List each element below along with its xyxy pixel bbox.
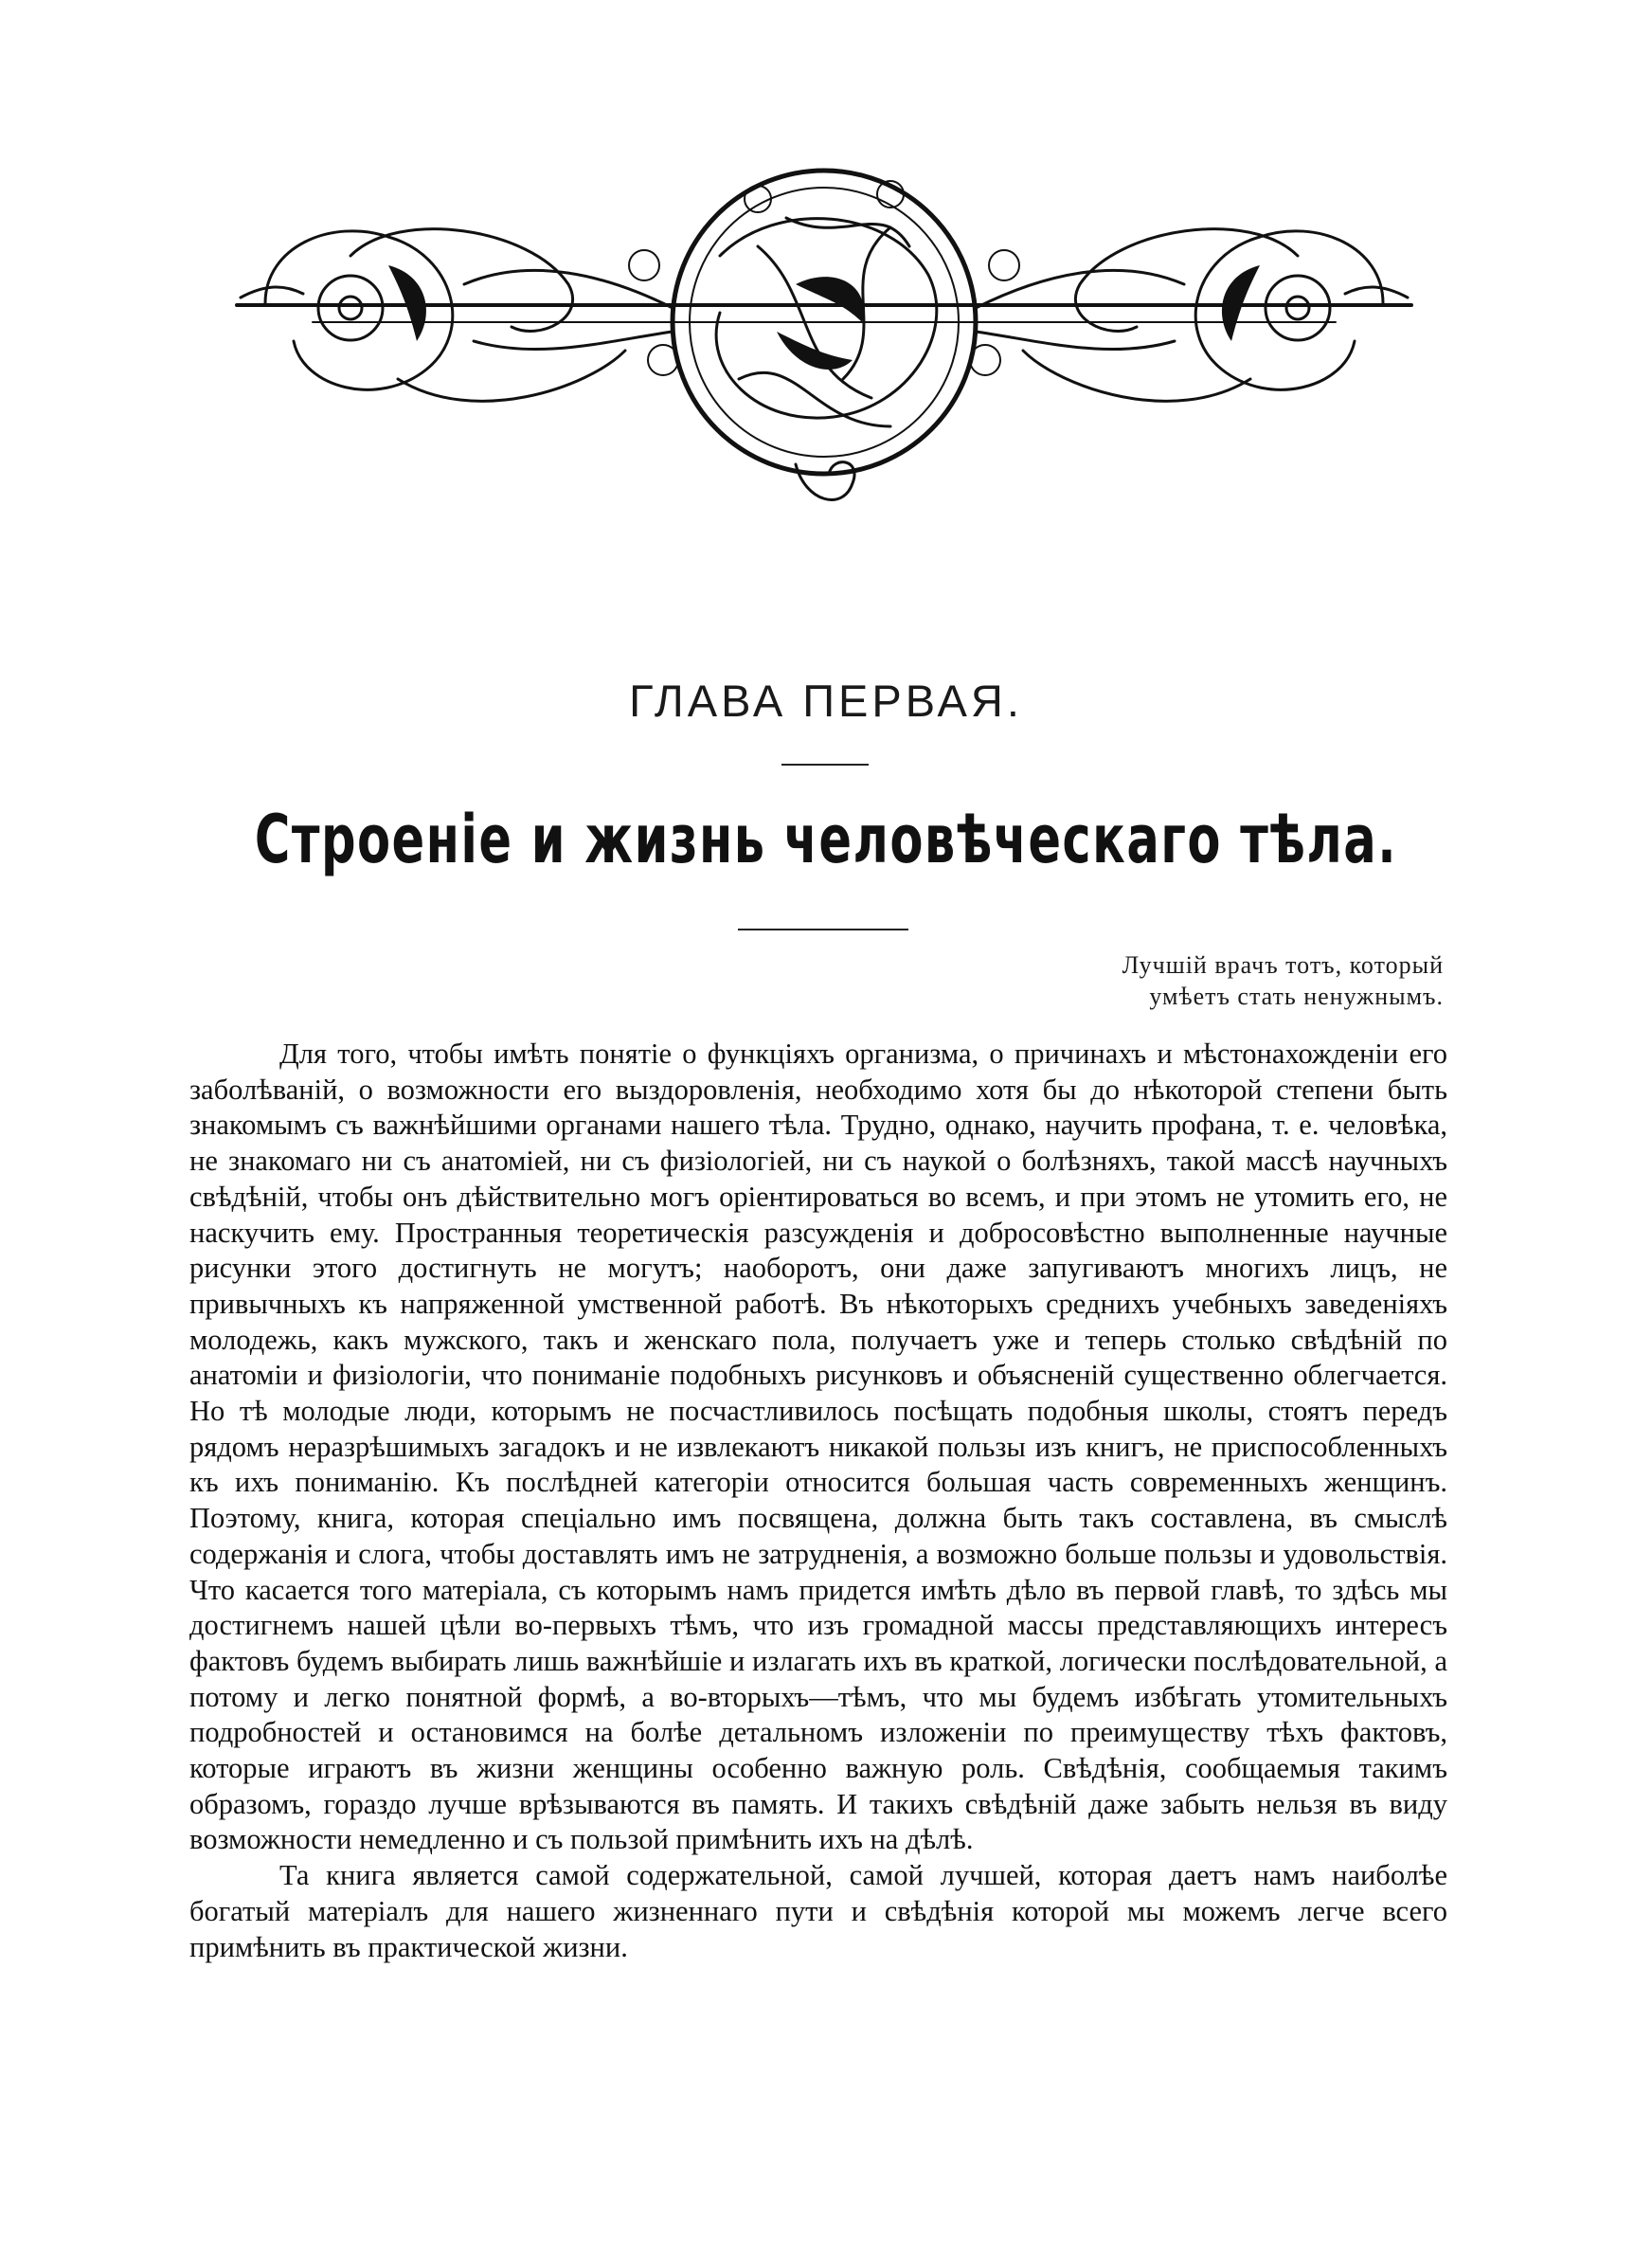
divider-short (781, 764, 869, 766)
art-nouveau-ornamental-headpiece-icon (227, 142, 1421, 540)
body-text (189, 1037, 1447, 1965)
chapter-title: Строеніе и жизнь человѣческаго тѣла. (254, 801, 1398, 878)
divider-long (738, 929, 908, 930)
epigraph (995, 949, 1444, 1012)
epigraph-line-1: Лучшій врачъ тотъ, который (1122, 951, 1444, 979)
epigraph-line-2: умѣетъ стать ненужнымъ. (1149, 983, 1444, 1010)
paragraph-1: Для того, чтобы имѣть понятіе о функціяхъ организма, о причинахъ и мѣстонахожденіи его заболѣваній, о возможности его выздоровленія, необходимо хотя бы до нѣкоторой степени быть знакомымъ съ важнѣйшими органами нашего тѣла. Трудно, однако, научить профана, т. е. человѣка, не знакомаго ни съ анатоміей, ни съ физіологіей, ни съ наукой о болѣзняхъ, такой массѣ научныхъ свѣдѣній, чтобы онъ дѣйствительно могъ оріентироваться во всемъ, и при этомъ не утомить его, не наскучить ему. Пространныя теоретическія разсужденія и добросовѣстно выполненные научные рисунки этого достигнуть не могутъ; наоборотъ, они даже запугиваютъ многихъ лицъ, не привычныхъ къ напряженной умственной работѣ. Въ нѣкоторыхъ среднихъ учебныхъ заведеніяхъ молодежь, какъ мужского, такъ и женскаго пола, получаетъ уже и теперь столько свѣдѣній по анатоміи и физіологіи, что пониманіе подобныхъ рисунковъ и объясненій существенно облегчается. Но тѣ молодые люди, которымъ не посчастливилось посѣщать подобныя школы, стоятъ передъ рядомъ неразрѣшимыхъ загадокъ и не извлекаютъ никакой пользы изъ книгъ, не приспособленныхъ къ ихъ пониманію. Къ послѣдней категоріи относится большая часть современныхъ женщинъ. Поэтому, книга, которая спеціально имъ посвящена, должна быть такъ составлена, въ смыслѣ содержанія и слога, чтобы доставлять имъ не затрудненія, а возможно больше пользы и удовольствія. Что касается того матеріала, съ которымъ намъ придется имѣть дѣло въ первой главѣ, то здѣсь мы достигнемъ нашей цѣли во-первыхъ тѣмъ, что изъ громадной массы представляющихъ интересъ фактовъ будемъ выбирать лишь важнѣйшіе и излагать ихъ въ краткой, логически послѣдовательной, а потому и легко понятной формѣ, а во-вторыхъ—тѣмъ, что мы будемъ избѣгать утомительныхъ подробностей и остановимся на болѣе детальномъ изложеніи по преимуществу тѣхъ фактовъ, которые играютъ въ жизни женщины особенно важную роль. Свѣдѣнія, сообщаемыя такимъ образомъ, гораздо лучше врѣзываются въ память. И такихъ свѣдѣній даже забыть нельзя въ виду возможности немедленно и съ пользой примѣнить ихъ на дѣлѣ. (189, 1038, 1447, 1856)
paragraph-2: Та книга является самой содержательной, самой лучшей, которая даетъ намъ наиболѣе богатый матеріалъ для нашего жизненнаго пути и свѣдѣнія которой мы можемъ легче всего примѣнить въ практической жизни. (189, 1859, 1447, 1963)
chapter-label: ГЛАВА ПЕРВАЯ. (629, 676, 1023, 726)
